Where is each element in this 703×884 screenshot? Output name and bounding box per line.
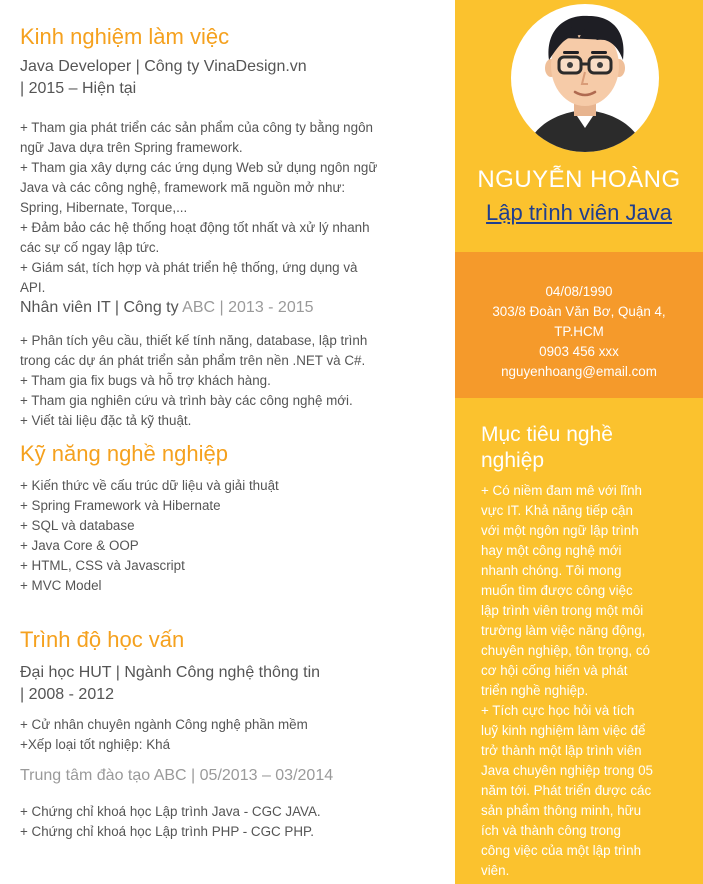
school1-details bbox=[20, 715, 432, 755]
school1-period: | 2008 - 2012 bbox=[20, 686, 115, 703]
job2-line: + Phân tích yêu cầu, thiết kế tính năng, database, lập trình bbox=[20, 333, 368, 348]
school1-header bbox=[20, 662, 440, 706]
school2-details bbox=[20, 802, 432, 842]
skill-item: + HTML, CSS và Javascript bbox=[20, 558, 185, 573]
objective-line: Java chuyên nghiệp trong 05 bbox=[481, 763, 653, 778]
phone-number: 0903 456 xxx bbox=[539, 344, 619, 359]
objective-line: chuyên nghiệp, tôn trọng, có bbox=[481, 643, 650, 658]
skills-heading: Kỹ năng nghề nghiệp bbox=[20, 441, 228, 466]
objective-line: triển nghề nghiệp. bbox=[481, 683, 589, 698]
avatar bbox=[511, 4, 659, 152]
objective-line: với một ngôn ngữ lập trình bbox=[481, 523, 639, 538]
skill-item: + Spring Framework và Hibernate bbox=[20, 498, 221, 513]
avatar-icon bbox=[511, 4, 659, 152]
objective-line: hay một công nghệ mới bbox=[481, 543, 622, 558]
objective-line: vực IT. Khả năng tiếp cận bbox=[481, 503, 633, 518]
contact-band bbox=[455, 252, 703, 398]
date-of-birth: 04/08/1990 bbox=[545, 284, 613, 299]
skill-item: + MVC Model bbox=[20, 578, 102, 593]
school1-line: +Xếp loại tốt nghiệp: Khá bbox=[20, 737, 171, 752]
objective-line: trở thành một lập trình viên bbox=[481, 743, 642, 758]
objective-heading bbox=[481, 422, 681, 474]
address-line-1: 303/8 Đoàn Văn Bơ, Quận 4, bbox=[492, 304, 666, 319]
objective-line: muốn tìm được công việc bbox=[481, 583, 633, 598]
job2-title: Nhân viên IT | Công ty bbox=[20, 299, 179, 316]
objective-body bbox=[481, 481, 686, 881]
objective-line: lập trình viên trong một môi bbox=[481, 603, 644, 618]
job2-description bbox=[20, 331, 432, 431]
profile-name: NGUYỄN HOÀNG bbox=[477, 166, 681, 193]
school1-line: + Cử nhân chuyên ngành Công nghệ phần mềm bbox=[20, 717, 308, 732]
sidebar bbox=[455, 0, 703, 884]
objective-line: + Tích cực học hỏi và tích bbox=[481, 703, 635, 718]
objective-line: nhanh chóng. Tôi mong bbox=[481, 563, 622, 578]
job1-period: | 2015 – Hiện tại bbox=[20, 80, 137, 97]
job1-line: + Tham gia xây dựng các ứng dụng Web sử dụng ngôn ngữ bbox=[20, 160, 378, 175]
skill-item: + Kiến thức về cấu trúc dữ liệu và giải thuật bbox=[20, 478, 279, 493]
school2-line: + Chứng chỉ khoá học Lập trình PHP - CGC PHP. bbox=[20, 824, 314, 839]
address-line-2: TP.HCM bbox=[554, 324, 604, 339]
job2-line: + Tham gia nghiên cứu và trình bày các công nghệ mới. bbox=[20, 393, 353, 408]
objective-line: năm tới. Phát triển được các bbox=[481, 783, 652, 798]
job1-line: + Đảm bảo các hệ thống hoạt động tốt nhất và xử lý nhanh bbox=[20, 220, 370, 235]
job2-line: + Viết tài liệu đặc tả kỹ thuật. bbox=[20, 413, 192, 428]
job1-description bbox=[20, 118, 432, 298]
skill-item: + Java Core & OOP bbox=[20, 538, 139, 553]
job1-line: + Tham gia phát triển các sản phẩm của công ty bằng ngôn bbox=[20, 120, 373, 135]
objective-line: sản phẩm thông minh, hữu bbox=[481, 803, 642, 818]
skill-item: + SQL và database bbox=[20, 518, 135, 533]
job2-line: + Tham gia fix bugs và hỗ trợ khách hàng. bbox=[20, 373, 271, 388]
job1-title: Java Developer | Công ty VinaDesign.vn bbox=[20, 58, 307, 75]
education-heading: Trình độ học vấn bbox=[20, 627, 185, 652]
experience-heading: Kinh nghiệm làm việc bbox=[20, 24, 230, 49]
job2-line: trong các dự án phát triển sản phẩm trên nền .NET và C#. bbox=[20, 353, 366, 368]
job2-title-light: ABC | 2013 - 2015 bbox=[182, 299, 314, 316]
objective-heading-line: Mục tiêu nghề bbox=[481, 423, 613, 446]
skills-list bbox=[20, 476, 432, 596]
objective-line: viên. bbox=[481, 863, 510, 878]
objective-line: trường làm việc năng động, bbox=[481, 623, 646, 638]
school1-title: Đại học HUT | Ngành Công nghệ thông tin bbox=[20, 664, 321, 681]
email-address: nguyenhoang@email.com bbox=[501, 364, 657, 379]
objective-line: cơ hội cống hiến và phát bbox=[481, 663, 628, 678]
job1-line: + Giám sát, tích hợp và phát triển hệ thống, ứng dụng và bbox=[20, 260, 358, 275]
job1-line: Spring, Hibernate, Torque,... bbox=[20, 200, 188, 215]
school2-line: + Chứng chỉ khoá học Lập trình Java - CGC JAVA. bbox=[20, 804, 321, 819]
objective-line: ích và thành công trong bbox=[481, 823, 621, 838]
profile-role-link[interactable]: Lập trình viên Java bbox=[486, 200, 672, 225]
objective-line: + Có niềm đam mê với lĩnh bbox=[481, 483, 642, 498]
job1-line: các sự cố ngay lập tức. bbox=[20, 240, 160, 255]
job1-line: Java và các công nghệ, framework mã nguồn mở như: bbox=[20, 180, 346, 195]
objective-heading-line: nghiệp bbox=[481, 449, 545, 472]
job2-header bbox=[20, 297, 314, 319]
objective-line: luỹ kinh nghiệm làm việc để bbox=[481, 723, 646, 738]
school2-title: Trung tâm đào tạo ABC | 05/2013 – 03/2014 bbox=[20, 767, 334, 784]
objective-line: công việc của một lập trình bbox=[481, 843, 642, 858]
job1-header bbox=[20, 56, 440, 100]
job1-line: ngữ Java dựa trên Spring framework. bbox=[20, 140, 243, 155]
job1-line: API. bbox=[20, 280, 46, 295]
